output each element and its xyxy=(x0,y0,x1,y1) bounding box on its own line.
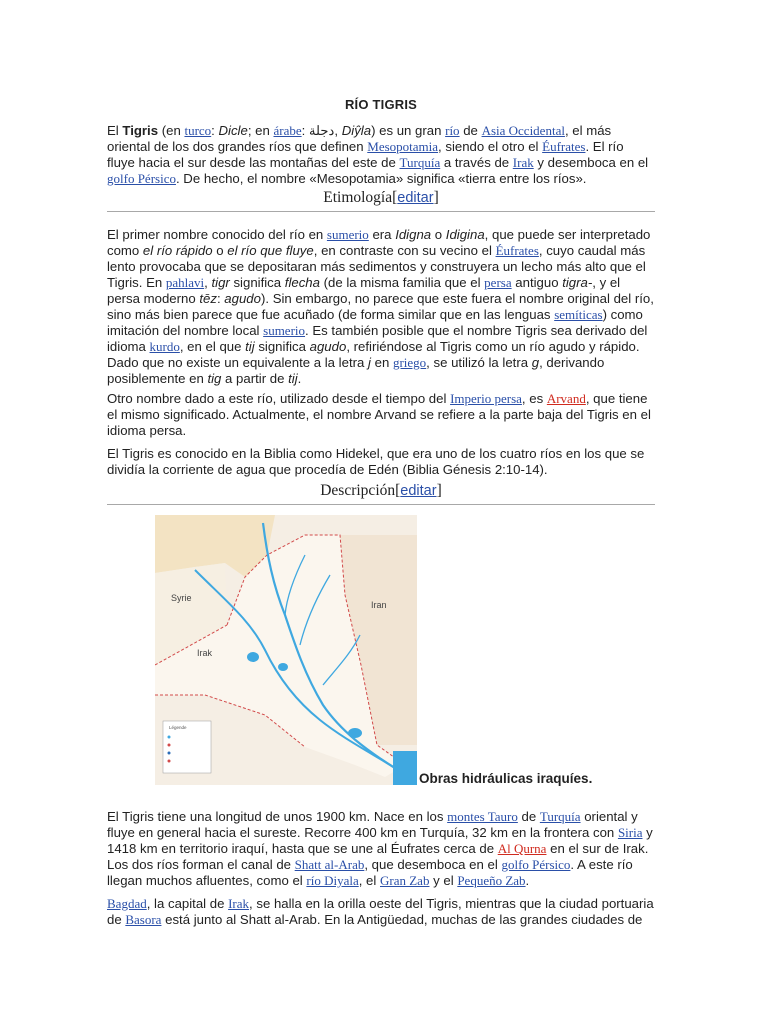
link-persa[interactable]: persa xyxy=(484,275,512,290)
map-caption: Obras hidráulicas iraquíes. xyxy=(419,771,593,786)
etimologia-paragraph-1: El primer nombre conocido del río en sumerio era Idigna o Idigina, que puede ser interpretado como el río rápido o el río que fluye, en contraste con su vecino el Éufrates, cuyo caudal más lento provocaba que se depositaran más sedimentos y construyera un lecho más alto que el Tigris. En pahlavi, tigr significa flecha (de la misma familia que el persa antiguo tigra-, y el persa moderno tēz: agudo). Sin embargo, no parece que este fuera el nombre original del río, sino más bien parece que fue acuñado (de forma similar que en las lenguas semíticas) como imitación del nombre local sumerio. Es también posible que el nombre Tigris sea derivado del idioma kurdo, en el que tij significa agudo, refiriéndose al Tigris como un río agudo y rápido. Dado que no existe un equivalente a la letra j en griego, se utilizó la letra g, derivando posiblemente en tig a partir de tij. xyxy=(107,227,654,386)
marsh-area xyxy=(348,728,362,738)
link-eufrates[interactable]: Éufrates xyxy=(542,139,586,154)
link-rio[interactable]: río xyxy=(445,123,460,138)
link-griego[interactable]: griego xyxy=(392,355,427,370)
label-iran: Iran xyxy=(371,600,387,610)
lake-tharthar xyxy=(247,652,259,662)
etimologia-paragraph-3: El Tigris es conocido en la Biblia como Hidekel, que era uno de los cuatro ríos en los que se dividía la corriente de agua que procedía de Edén (Biblia Génesis 2:10-14). xyxy=(107,446,645,477)
edit-link-etimologia[interactable]: editar xyxy=(397,190,434,206)
section-heading-descripcion: Descripción[editar] xyxy=(320,482,442,499)
link-bagdad[interactable]: Bagdad xyxy=(107,896,147,911)
descripcion-paragraph-1: El Tigris tiene una longitud de unos 1900 km. Nace en los montes Tauro de Turquía oriental y fluye en general hacia el sureste. Recorre 400 km en Turquía, 32 km en la frontera con Siria y 1418 km en territorio iraquí, hasta que se une al Éufrates cerca de Al Qurna en el sur de Irak. Los dos ríos forman el canal de Shatt al-Arab, que desemboca en el golfo Pérsico. A este río llegan muchos afluentes, como el río Diyala, el Gran Zab y el Pequeño Zab. xyxy=(107,809,653,888)
legend-title: Légende xyxy=(169,725,187,730)
link-irak[interactable]: Irak xyxy=(228,896,250,911)
link-imperio-persa[interactable]: Imperio persa xyxy=(450,391,522,406)
link-mesopotamia[interactable]: Mesopotamia xyxy=(367,139,439,154)
page-title: RÍO TIGRIS xyxy=(344,97,418,112)
link-turquia[interactable]: Turquía xyxy=(399,155,441,170)
link-sumerio[interactable]: sumerio xyxy=(326,227,369,242)
link-arabe[interactable]: árabe xyxy=(273,123,302,138)
section-divider xyxy=(107,211,655,212)
legend-marker xyxy=(168,744,171,747)
link-gran-zab[interactable]: Gran Zab xyxy=(380,873,430,888)
link-pahlavi[interactable]: pahlavi xyxy=(165,275,205,290)
link-kurdo[interactable]: kurdo xyxy=(149,339,180,354)
link-sumerio-2[interactable]: sumerio xyxy=(263,323,306,338)
link-arvand[interactable]: Arvand xyxy=(546,391,586,406)
link-shatt-al-arab[interactable]: Shatt al-Arab xyxy=(294,857,365,872)
section-heading-etimologia: Etimología[editar] xyxy=(323,189,439,206)
legend-marker xyxy=(168,752,171,755)
iraq-hydraulic-works-map xyxy=(155,515,417,785)
link-rio-diyala[interactable]: río Diyala xyxy=(306,873,359,888)
legend-marker xyxy=(168,760,171,763)
link-turco[interactable]: turco xyxy=(184,123,212,138)
intro-paragraph: El Tigris (en turco: Dicle; en árabe: دجلة, Diŷla) es un gran río de Asia Occidental, el más oriental de los dos grandes ríos que definen Mesopotamia, siendo el otro el Éufrates. El río fluye hacia el sur desde las montañas del este de Turquía a través de Irak y desemboca en el golfo Pérsico. De hecho, el nombre «Mesopotamia» significa «tierra entre los ríos». xyxy=(107,123,649,186)
section-divider xyxy=(107,504,655,505)
descripcion-paragraph-2: Bagdad, la capital de Irak, se halla en la orilla oeste del Tigris, mientras que la ciudad portuaria de Basora está junto al Shatt al-Arab. En la Antigüedad, muchas de las grandes ciudades de xyxy=(107,896,654,927)
link-turquia[interactable]: Turquía xyxy=(539,809,581,824)
persian-gulf xyxy=(393,751,417,785)
legend-marker xyxy=(168,736,171,739)
link-asia-occidental[interactable]: Asia Occidental xyxy=(481,123,565,138)
link-semiticas[interactable]: semíticas xyxy=(554,307,603,322)
label-syrie: Syrie xyxy=(171,593,192,603)
link-eufrates[interactable]: Éufrates xyxy=(495,243,539,258)
link-golfo-persico[interactable]: golfo Pérsico xyxy=(107,171,176,186)
etimologia-paragraph-2: Otro nombre dado a este río, utilizado desde el tiempo del Imperio persa, es Arvand, que tiene el mismo significado. Actualmente, el nombre Arvand se refiere a la parte baja del Tigris en el idioma persa. xyxy=(107,391,651,438)
link-al-qurna[interactable]: Al Qurna xyxy=(497,841,547,856)
link-siria[interactable]: Siria xyxy=(617,825,643,840)
edit-link-descripcion[interactable]: editar xyxy=(400,483,437,499)
link-irak[interactable]: Irak xyxy=(512,155,534,170)
label-irak: Irak xyxy=(197,648,213,658)
link-pequeno-zab[interactable]: Pequeño Zab xyxy=(457,873,526,888)
link-basora[interactable]: Basora xyxy=(125,912,162,927)
link-montes-tauro[interactable]: montes Tauro xyxy=(447,809,518,824)
link-golfo-persico[interactable]: golfo Pérsico xyxy=(501,857,571,872)
lake-habbaniyah xyxy=(278,663,288,671)
